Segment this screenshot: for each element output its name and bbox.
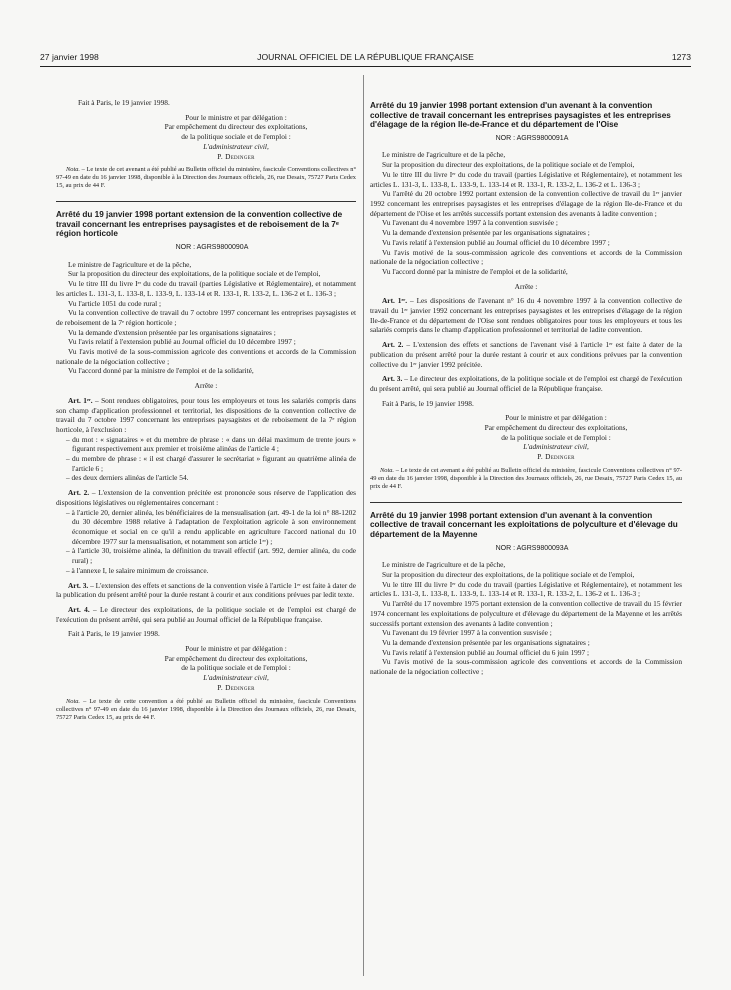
article-text: – Le directeur des exploitations, de la politique sociale et de l'emploi est chargé de l'exécution du présent arrêté, qui sera publié au Journal officiel de la République française. bbox=[56, 604, 356, 624]
signature-line: de la politique sociale et de l'emploi : bbox=[501, 432, 611, 442]
nota-note bbox=[56, 698, 356, 722]
visa-line: Vu l'avis motivé de la sous-commission agricole des conventions et accords de la Commission nationale de la négociation collective ; bbox=[370, 657, 682, 677]
nota-label: Nota. bbox=[66, 697, 81, 705]
list-item: – du membre de phrase : « il est chargé d'assurer le secrétariat » figurant au quatrième alinéa de l'article 6 ; bbox=[66, 454, 356, 473]
visa-line: Vu la demande d'extension présentée par les organisations signataires ; bbox=[382, 637, 590, 647]
article-label: Art. 1ᵉʳ. bbox=[382, 296, 408, 306]
visa-line: Sur la proposition du directeur des exploitations, de la politique sociale et de l'emploi, bbox=[382, 160, 635, 170]
article-text: – Les dispositions de l'avenant n° 16 du 4 novembre 1997 à la convention collective de travail du 1ᵉʳ janvier 1992 concernant les entreprises paysagistes et les entreprises d'élagage de la région Ile-de-France et du département de l'Oise sont rendues obligatoires pour tous les employeurs et tous les salariés compris dans le champ d'application professionnel et territorial de ladite convention. bbox=[370, 296, 682, 335]
list-item: – du mot : « signataires » et du membre de phrase : « dans un délai maximum de trente jours » figurant respectivement aux premier et troisième alinéas de l'article 4 ; bbox=[66, 434, 356, 454]
article-2 bbox=[56, 488, 356, 507]
article-label: Art. 4. bbox=[68, 604, 90, 614]
article-text: – Sont rendues obligatoires, pour tous les employeurs et tous les salariés compris dans son champ d'application professionnel et territorial, les dispositions de la convention collective de travail du 7 octobre 1997 concernant les entreprises paysagistes et de reboisement de la 7ᵉ région horticole, à l'exclusion : bbox=[56, 395, 356, 434]
visa-line: Vu l'article 1051 du code rural ; bbox=[68, 298, 162, 308]
list-item: – des deux derniers alinéas de l'article 54. bbox=[66, 473, 189, 483]
nota-label: Nota. bbox=[66, 166, 81, 174]
nor-reference: NOR : AGRS9800090A bbox=[175, 244, 249, 251]
list-item: – à l'article 20, dernier alinéa, les bénéficiaires de la mensualisation (art. 49-1 de la loi n° 88-1202 du 30 décembre 1988 relative à l'adaptation de l'exploitation agricole à son environnement économique et social en ce qu'il a rendu applicable en agriculture l'accord national du 10 décembre 1977 sur la mensualisation, et notamment son article 1ᵉʳ) ; bbox=[66, 507, 356, 546]
article-text: – L'extension des effets et sanctions de la convention visée à l'article 1ᵉʳ est faite à dater de la publication du présent arrêté pour la durée restant à courir et aux conditions prévues par ledit texte. bbox=[56, 580, 356, 600]
visa-line: Vu l'avis relatif à l'extension publié au Journal officiel du 10 décembre 1997 ; bbox=[382, 237, 610, 247]
list-item: – à l'article 30, troisième alinéa, la définition du travail effectif (art. 992, dernier alinéa, du code rural) ; bbox=[66, 546, 356, 566]
nota-note bbox=[56, 166, 356, 190]
article-label: Art. 3. bbox=[382, 374, 403, 384]
signature-line: Pour le ministre et par délégation : bbox=[185, 644, 287, 654]
visa-line: Vu l'avis motivé de la sous-commission agricole des conventions et accords de la Commission nationale de la négociation collective ; bbox=[370, 247, 682, 267]
signature-name: P. Dedinger bbox=[537, 452, 575, 462]
signature-line: Par empêchement du directeur des exploitations, bbox=[484, 423, 628, 433]
list-item: – à l'annexe I, le salaire minimum de croissance. bbox=[66, 565, 209, 575]
nota-label: Nota. bbox=[380, 466, 395, 474]
signature-name: P. Dedinger bbox=[217, 151, 255, 161]
section-separator bbox=[370, 502, 682, 503]
fait-line: Fait à Paris, le 19 janvier 1998. bbox=[68, 629, 160, 639]
article-3 bbox=[370, 374, 682, 393]
visa-line: Vu l'avenant du 4 novembre 1997 à la convention susvisée ; bbox=[382, 218, 558, 228]
signature-line: Pour le ministre et par délégation : bbox=[185, 112, 287, 122]
fait-line: Fait à Paris, le 19 janvier 1998. bbox=[78, 98, 170, 107]
visa-line: Le ministre de l'agriculture et de la pêche, bbox=[382, 560, 506, 570]
article-label: Art. 3. bbox=[68, 580, 89, 590]
header-page-number: 1273 bbox=[671, 52, 691, 62]
article-label: Art. 1ᵉʳ. bbox=[68, 395, 93, 405]
visa-line: Le ministre de l'agriculture et de la pêche, bbox=[382, 150, 506, 160]
article-3 bbox=[56, 581, 356, 600]
visa-line: Vu l'avis relatif à l'extension publié au Journal officiel du 10 décembre 1997 ; bbox=[68, 337, 296, 347]
article-2 bbox=[370, 340, 682, 369]
visa-line: Vu le titre III du livre Iᵉʳ du code du travail (parties Législative et Réglementaire), et notamment les articles L. 131-3, L. 133-8, L. 133-9, L. 133-14 et R. 133-1, R. 133-2, L. 136-2 et L. 136-3 ; bbox=[56, 279, 356, 298]
header-rule bbox=[40, 66, 691, 67]
visa-line: Vu l'arrêté du 20 octobre 1992 portant extension de la convention collective de travail du 1ᵉʳ janvier 1992 concernant les entreprises paysagistes et les entreprises d'élagage de la région Ile-de-France et du département de l'Oise et les arrêtés successifs portant extension des avenants à ladite convention ; bbox=[370, 189, 682, 218]
arrete-heading: Arrête : bbox=[514, 281, 538, 291]
article-4 bbox=[56, 605, 356, 624]
signature-line: Par empêchement du directeur des exploitations, bbox=[164, 653, 308, 663]
signature-line: de la politique sociale et de l'emploi : bbox=[181, 132, 291, 142]
decree-title: Arrêté du 19 janvier 1998 portant extension de la convention collective de travail concernant les entreprises paysagistes et de reboisement de la 7ᵉ région horticole bbox=[56, 210, 343, 239]
right-column bbox=[370, 101, 682, 677]
signature-line: de la politique sociale et de l'emploi : bbox=[181, 663, 291, 673]
visa-line: Sur la proposition du directeur des exploitations, de la politique sociale et de l'emploi, bbox=[382, 570, 635, 580]
signature-line: Par empêchement du directeur des exploitations, bbox=[164, 122, 308, 132]
article-label: Art. 2. bbox=[68, 488, 90, 498]
visa-line: Vu la convention collective de travail du 7 octobre 1997 concernant les entreprises paysagistes et de reboisement de la 7ᵉ région horticole ; bbox=[56, 308, 356, 327]
article-label: Art. 2. bbox=[382, 340, 404, 350]
page-header bbox=[40, 52, 691, 66]
nota-text: – Le texte de cet avenant a été publié au Bulletin officiel du ministère, fascicule Conventions collectives n° 97-49 en date du 16 janvier 1998, disponible à la Direction des Journaux officiels, 26, rue Desaix, 75727 Paris Cedex 15, au prix de 44 F. bbox=[370, 466, 682, 490]
visa-line: Vu le titre III du livre Iᵉʳ du code du travail (parties Législative et Réglementaire), et notamment les articles L. 131-3, L. 133-8, L. 133-9, L. 133-14 et R. 133-1, R. 133-2, L. 136-2 et L. 136-3 ; bbox=[370, 169, 682, 189]
visa-line: Vu l'avenant du 19 février 1997 à la convention susvisée ; bbox=[382, 628, 552, 638]
nota-text: – Le texte de cet avenant a été publié au Bulletin officiel du ministère, fascicule Conventions collectives n° 97-49 en date du 16 janvier 1998, disponible à la Direction des Journaux officiels, 26, rue Desaix, 75727 Paris Cedex 15, au prix de 44 F. bbox=[56, 166, 356, 190]
nor-reference: NOR : AGRS9800091A bbox=[495, 134, 569, 142]
decree-title: Arrêté du 19 janvier 1998 portant extension d'un avenant à la convention collective de travail concernant les entreprises paysagistes et les entreprises d'élagage de la région Ile-de-France et du département de l'Oise bbox=[370, 101, 671, 130]
section-separator bbox=[56, 201, 356, 202]
visa-line: Vu l'avis motivé de la sous-commission agricole des conventions et accords de la Commission nationale de la négociation collective ; bbox=[56, 347, 356, 366]
arrete-heading: Arrête : bbox=[194, 381, 218, 391]
visa-line: Le ministre de l'agriculture et de la pêche, bbox=[68, 259, 192, 269]
article-text: – L'extension de la convention précitée est prononcée sous réserve de l'application des dispositions législatives ou réglementaires concernant : bbox=[56, 488, 356, 507]
visa-line: Vu la demande d'extension présentée par les organisations signataires ; bbox=[382, 228, 590, 238]
visa-line: Sur la proposition du directeur des exploitations, de la politique sociale et de l'emploi, bbox=[68, 269, 321, 279]
visa-line: Vu l'accord donné par la ministre de l'emploi et de la solidarité, bbox=[382, 266, 568, 276]
nota-note bbox=[370, 467, 682, 491]
signature-title: L'administrateur civil, bbox=[203, 673, 269, 683]
article-text: – L'extension des effets et sanctions de l'avenant visé à l'article 1ᵉʳ est faite à dater de la publication du présent arrêté pour la durée restant à courir et aux conditions prévues par la convention collective du 1ᵉʳ janvier 1992 précitée. bbox=[370, 340, 682, 369]
signature-title: L'administrateur civil, bbox=[203, 141, 269, 151]
signature-title: L'administrateur civil, bbox=[523, 442, 589, 452]
signature-name: P. Dedinger bbox=[217, 682, 255, 692]
signature-line: Pour le ministre et par délégation : bbox=[505, 413, 607, 423]
visa-line: Vu l'avis relatif à l'extension publié au Journal officiel du 6 juin 1997 ; bbox=[382, 647, 590, 657]
column-divider bbox=[363, 75, 364, 976]
visa-line: Vu la demande d'extension présentée par les organisations signataires ; bbox=[68, 327, 276, 337]
visa-line: Vu le titre III du livre Iᵉʳ du code du travail (parties Législative et Réglementaire), et notamment les articles L. 131-3, L. 133-8, L. 133-9, L. 133-14 et R. 133-1, R. 133-2, L. 136-2 et L. 136-3 ; bbox=[370, 579, 682, 599]
nota-text: – Le texte de cette convention a été publié au Bulletin officiel du ministère, fascicule Conventions collectives n° 97-49 en date du 16 janvier 1998, disponible à la Direction des Journaux officiels, 26, rue Desaix, 75727 Paris Cedex 15, au prix de 44 F. bbox=[56, 697, 356, 721]
nor-reference: NOR : AGRS9800093A bbox=[495, 544, 569, 552]
visa-line: Vu l'arrêté du 17 novembre 1975 portant extension de la convention collective de travail du 15 février 1974 concernant les exploitations de polyculture et d'élevage du département de la Mayenne et les arrêtés successifs portant extension des avenants à ladite convention ; bbox=[370, 599, 682, 628]
article-1 bbox=[370, 296, 682, 335]
article-1 bbox=[56, 396, 356, 435]
header-date: 27 janvier 1998 bbox=[40, 52, 99, 62]
left-column bbox=[56, 98, 356, 722]
header-journal-title: JOURNAL OFFICIEL DE LA RÉPUBLIQUE FRANÇAISE bbox=[257, 52, 474, 62]
decree-title: Arrêté du 19 janvier 1998 portant extension d'un avenant à la convention collective de travail concernant les exploitations de polyculture et d'élevage du département de la Mayenne bbox=[370, 510, 678, 540]
article-text: – Le directeur des exploitations, de la politique sociale et de l'emploi est chargé de l'exécution du présent arrêté, qui sera publié au Journal officiel de la République française. bbox=[370, 374, 682, 393]
fait-line: Fait à Paris, le 19 janvier 1998. bbox=[382, 398, 474, 408]
visa-line: Vu l'accord donné par la ministre de l'emploi et de la solidarité, bbox=[68, 366, 254, 376]
